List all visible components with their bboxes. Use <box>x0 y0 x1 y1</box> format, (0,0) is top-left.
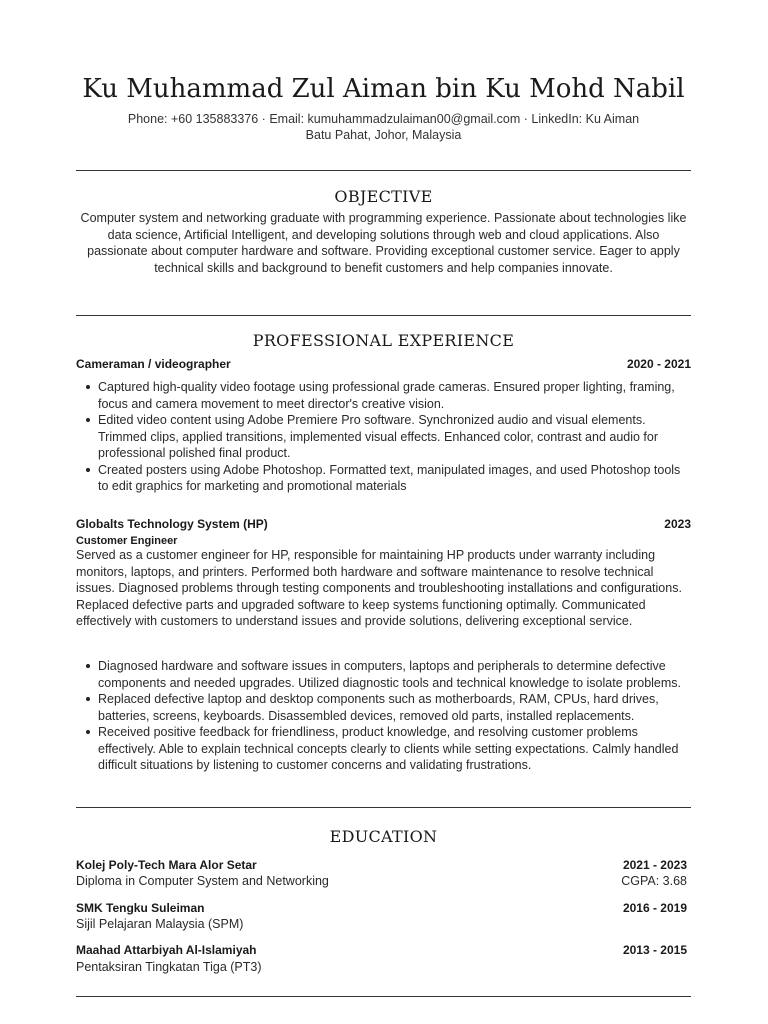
job-years: 2020 - 2021 <box>626 357 691 371</box>
school-header <box>76 901 687 915</box>
school-qualification: Pentaksiran Tingkatan Tiga (PT3) <box>76 960 262 974</box>
school-years: 2016 - 2019 <box>622 901 687 915</box>
school-header <box>76 943 687 957</box>
section-divider <box>76 807 691 808</box>
list-item: Created posters using Adobe Photoshop. Formatted text, manipulated images, and used Photoshop tools to edit graphics for marketing and promotional materials <box>76 462 691 495</box>
job-years: 2023 <box>664 517 691 531</box>
contact-line: Phone: +60 135883376 · Email: kumuhammadzulaiman00@gmail.com · LinkedIn: Ku Aiman <box>127 112 640 126</box>
list-item: Captured high-quality video footage using professional grade cameras. Ensured proper lighting, framing, focus and camera movement to meet director's creative vision. <box>76 379 691 412</box>
job-summary: Served as a customer engineer for HP, responsible for maintaining HP products under warranty including monitors, laptops, and printers. Performed both hardware and software maintenance to resolve technical issues. Diagnosed problems through testing components and troubleshooting installations and configurations. Replaced defective parts and upgraded software to keep systems functioning optimally. Communicated effectively with customers to understand issues and provide solutions, delivering exceptional service. <box>76 548 682 628</box>
school-qualification: Diploma in Computer System and Networking <box>76 874 329 888</box>
experience-heading: PROFESSIONAL EXPERIENCE <box>252 331 515 350</box>
job-header-cameraman <box>76 357 691 371</box>
section-divider <box>76 170 691 171</box>
school-name: SMK Tengku Suleiman <box>76 901 205 915</box>
school-years: 2021 - 2023 <box>622 858 687 872</box>
list-item: Edited video content using Adobe Premiere Pro software. Synchronized audio and visual elements. Trimmed clips, applied transitions, implemented visual effects. Enhanced color, contrast and audio for professional polished final product. <box>76 412 691 462</box>
list-item: Diagnosed hardware and software issues in computers, laptops and peripherals to determine defective components and needed upgrades. Utilized diagnostic tools and technical knowledge to isolate problems. <box>76 658 691 691</box>
school-details <box>76 917 687 931</box>
education-heading: EDUCATION <box>329 827 438 846</box>
school-details <box>76 960 687 974</box>
job-header-globalts <box>76 517 691 531</box>
job-role: Cameraman / videographer <box>76 357 231 371</box>
objective-text: Computer system and networking graduate with programming experience. Passionate about technologies like data science, Artificial Intelligent, and developing solutions through web and cloud applications. Also passionate about computer hardware and software. Providing exceptional customer service. Eager to apply technical skills and background to benefit customers and help companies innovate. <box>80 211 687 275</box>
section-divider <box>76 315 691 316</box>
school-name: Kolej Poly-Tech Mara Alor Setar <box>76 858 257 872</box>
school-name: Maahad Attarbiyah Al-Islamiyah <box>76 943 257 957</box>
candidate-name: Ku Muhammad Zul Aiman bin Ku Mohd Nabil <box>82 74 685 104</box>
job-bullets-cameraman <box>76 379 691 495</box>
school-qualification: Sijil Pelajaran Malaysia (SPM) <box>76 917 244 931</box>
job-role: Customer Engineer <box>76 535 178 547</box>
objective-heading: OBJECTIVE <box>334 187 433 206</box>
school-header <box>76 858 687 872</box>
school-details <box>76 874 687 888</box>
job-bullets-globalts <box>76 658 691 774</box>
school-grade: CGPA: 3.68 <box>621 874 687 888</box>
school-years: 2013 - 2015 <box>622 943 687 957</box>
list-item: Received positive feedback for friendliness, product knowledge, and resolving customer problems effectively. Able to explain technical concepts clearly to clients while setting expectations. Calmly handled difficult situations by listening to customer concerns and validating frustrations. <box>76 724 691 774</box>
job-company: Globalts Technology System (HP) <box>76 517 268 531</box>
section-divider <box>76 996 691 997</box>
list-item: Replaced defective laptop and desktop components such as motherboards, RAM, CPUs, hard drives, batteries, screens, keyboards. Disassembled devices, removed old parts, installed replacements. <box>76 691 691 724</box>
location-line: Batu Pahat, Johor, Malaysia <box>305 128 462 142</box>
